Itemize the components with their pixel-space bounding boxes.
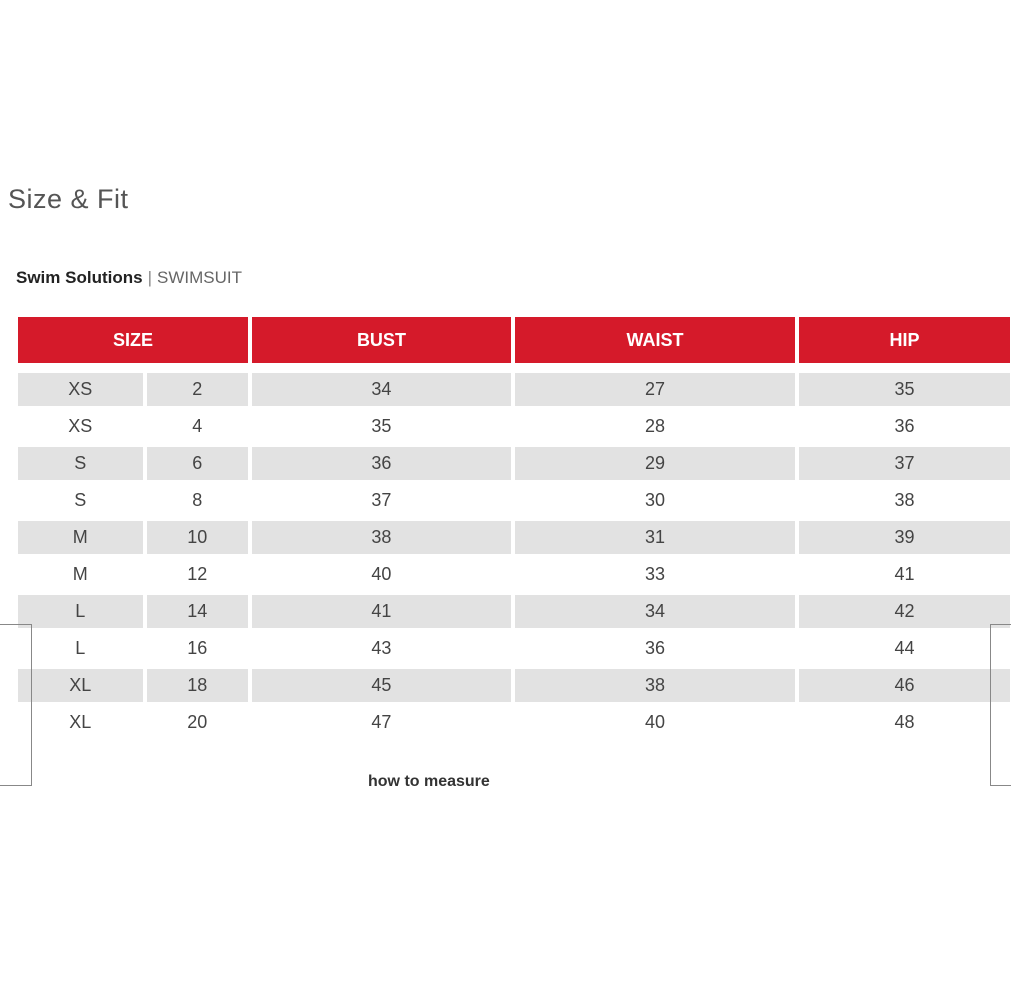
cell-bust: 41 [252,595,511,628]
cell-number: 2 [147,373,248,406]
cell-hip: 35 [799,373,1010,406]
cell-number: 20 [147,706,248,739]
cell-number: 4 [147,410,248,443]
cell-bust: 47 [252,706,511,739]
product-type: SWIMSUIT [156,268,242,287]
cell-size: L [18,632,143,665]
cell-size: XS [18,410,143,443]
cell-hip: 41 [799,558,1010,591]
cell-number: 8 [147,484,248,517]
cell-bust: 36 [252,447,511,480]
cell-hip: 44 [799,632,1010,665]
table-row [18,447,1010,480]
header-gap-row [18,367,1010,369]
cell-bust: 40 [252,558,511,591]
cell-size: XL [18,706,143,739]
table-row [18,706,1010,739]
table-body [18,367,1010,739]
product-brand: Swim Solutions [16,268,143,287]
table-row [18,373,1010,406]
cell-size: L [18,595,143,628]
header-hip: HIP [799,317,1010,363]
previous-image-button[interactable] [0,624,32,786]
cell-waist: 30 [515,484,795,517]
size-chart-table [14,313,1014,743]
cell-waist: 40 [515,706,795,739]
table-row [18,410,1010,443]
chevron-left-icon [0,695,1,721]
table-row [18,632,1010,665]
table-row [18,558,1010,591]
product-line [16,268,242,288]
next-image-button[interactable] [990,624,1011,786]
cell-waist: 27 [515,373,795,406]
cell-waist: 29 [515,447,795,480]
cell-size: S [18,447,143,480]
cell-bust: 35 [252,410,511,443]
cell-number: 14 [147,595,248,628]
cell-size: S [18,484,143,517]
cell-waist: 34 [515,595,795,628]
cell-bust: 38 [252,521,511,554]
cell-waist: 28 [515,410,795,443]
cell-size: XS [18,373,143,406]
cell-waist: 31 [515,521,795,554]
cell-hip: 42 [799,595,1010,628]
table-row [18,484,1010,517]
cell-size: XL [18,669,143,702]
header-size: SIZE [18,317,248,363]
cell-waist: 36 [515,632,795,665]
header-bust: BUST [252,317,511,363]
table-row [18,669,1010,702]
cell-hip: 38 [799,484,1010,517]
page-title: Size & Fit [8,184,129,214]
cell-bust: 43 [252,632,511,665]
product-separator: | [147,268,152,287]
how-to-measure-link[interactable]: how to measure [368,773,490,790]
cell-hip: 37 [799,447,1010,480]
cell-hip: 48 [799,706,1010,739]
cell-waist: 38 [515,669,795,702]
cell-number: 12 [147,558,248,591]
cell-hip: 36 [799,410,1010,443]
cell-bust: 37 [252,484,511,517]
cell-size: M [18,521,143,554]
table-row [18,595,1010,628]
cell-number: 10 [147,521,248,554]
cell-bust: 45 [252,669,511,702]
cell-number: 18 [147,669,248,702]
header-waist: WAIST [515,317,795,363]
header-gap-cell [18,367,1010,369]
table-header-row [18,317,1010,363]
cell-bust: 34 [252,373,511,406]
cell-number: 6 [147,447,248,480]
cell-number: 16 [147,632,248,665]
cell-hip: 46 [799,669,1010,702]
table-row [18,521,1010,554]
cell-size: M [18,558,143,591]
cell-hip: 39 [799,521,1010,554]
cell-waist: 33 [515,558,795,591]
